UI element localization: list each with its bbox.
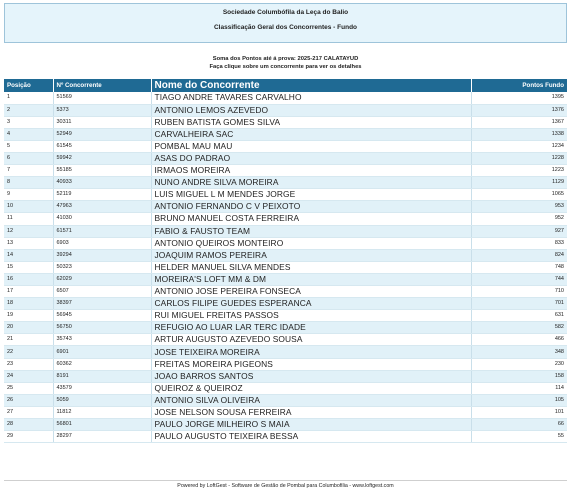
competitor-name-cell: ANTONIO JOSE PEREIRA FONSECA: [151, 286, 471, 298]
competitor-name-cell: NUNO ANDRE SILVA MOREIRA: [151, 177, 471, 189]
position-cell: 27: [4, 406, 53, 418]
competitor-number-cell: 5059: [53, 394, 151, 406]
table-header-row: [4, 79, 567, 92]
table-row[interactable]: [4, 298, 567, 310]
table-row[interactable]: [4, 286, 567, 298]
points-cell: 824: [471, 249, 567, 261]
competitor-number-cell: 61571: [53, 225, 151, 237]
points-cell: 66: [471, 419, 567, 431]
competitor-number-cell: 60362: [53, 358, 151, 370]
points-cell: 466: [471, 334, 567, 346]
points-cell: 1338: [471, 128, 567, 140]
position-cell: 22: [4, 346, 53, 358]
competitor-name-cell: PAULO JORGE MILHEIRO S MAIA: [151, 419, 471, 431]
table-row[interactable]: [4, 177, 567, 189]
competitor-number-cell: 28297: [53, 431, 151, 443]
competitor-number-cell: 61545: [53, 140, 151, 152]
position-cell: 6: [4, 152, 53, 164]
competitor-name-cell: QUEIROZ & QUEIROZ: [151, 382, 471, 394]
position-cell: 3: [4, 116, 53, 128]
competitor-name-cell: POMBAL MAU MAU: [151, 140, 471, 152]
competitor-number-cell: 47963: [53, 201, 151, 213]
position-cell: 21: [4, 334, 53, 346]
position-cell: 14: [4, 249, 53, 261]
table-row[interactable]: [4, 419, 567, 431]
points-cell: 710: [471, 286, 567, 298]
column-header-points[interactable]: Pontos Fundo: [522, 82, 564, 89]
competitor-number-cell: 56801: [53, 419, 151, 431]
points-cell: 1376: [471, 104, 567, 116]
competitor-number-cell: 6507: [53, 286, 151, 298]
competitor-name-cell: JOAQUIM RAMOS PEREIRA: [151, 249, 471, 261]
table-row[interactable]: [4, 334, 567, 346]
ranking-table: [4, 79, 567, 443]
click-hint-text: Faça clique sobre um concorrente para ver os detalhes: [209, 63, 362, 70]
position-cell: 28: [4, 419, 53, 431]
table-row[interactable]: [4, 225, 567, 237]
points-cell: 114: [471, 382, 567, 394]
points-cell: 582: [471, 322, 567, 334]
competitor-number-cell: 41030: [53, 213, 151, 225]
points-cell: 701: [471, 298, 567, 310]
competitor-name-cell: CARLOS FILIPE GUEDES ESPERANCA: [151, 298, 471, 310]
position-cell: 10: [4, 201, 53, 213]
competitor-number-cell: 38397: [53, 298, 151, 310]
table-row[interactable]: [4, 370, 567, 382]
table-row[interactable]: [4, 249, 567, 261]
competitor-name-cell: IRMAOS MOREIRA: [151, 165, 471, 177]
points-cell: 1129: [471, 177, 567, 189]
points-cell: 748: [471, 261, 567, 273]
position-cell: 16: [4, 273, 53, 285]
table-row[interactable]: [4, 237, 567, 249]
competitor-name-cell: RUBEN BATISTA GOMES SILVA: [151, 116, 471, 128]
table-row[interactable]: [4, 213, 567, 225]
competitor-number-cell: 55185: [53, 165, 151, 177]
points-cell: 1223: [471, 165, 567, 177]
club-name: Sociedade Columbófila da Leça do Balio: [222, 9, 349, 16]
competitor-number-cell: 59942: [53, 152, 151, 164]
competitor-name-cell: JOSE NELSON SOUSA FERREIRA: [151, 406, 471, 418]
competitor-name-cell: PAULO AUGUSTO TEIXEIRA BESSA: [151, 431, 471, 443]
footer-divider: [4, 480, 567, 481]
table-row[interactable]: [4, 152, 567, 164]
competitor-number-cell: 62029: [53, 273, 151, 285]
table-row[interactable]: [4, 358, 567, 370]
competitor-number-cell: 6901: [53, 346, 151, 358]
points-cell: 348: [471, 346, 567, 358]
position-cell: 29: [4, 431, 53, 443]
table-row[interactable]: [4, 273, 567, 285]
table-row[interactable]: [4, 165, 567, 177]
competitor-number-cell: 56945: [53, 310, 151, 322]
column-header-name[interactable]: Nome do Concorrente: [151, 79, 471, 92]
ranking-table-wrapper: [4, 79, 567, 443]
points-cell: 158: [471, 370, 567, 382]
position-cell: 15: [4, 261, 53, 273]
competitor-number-cell: 50323: [53, 261, 151, 273]
table-row[interactable]: [4, 431, 567, 443]
table-row[interactable]: [4, 261, 567, 273]
competitor-name-cell: ARTUR AUGUSTO AZEVEDO SOUSA: [151, 334, 471, 346]
competitor-number-cell: 8191: [53, 370, 151, 382]
position-cell: 18: [4, 298, 53, 310]
table-row[interactable]: [4, 310, 567, 322]
competitor-number-cell: 40933: [53, 177, 151, 189]
footer-credit: Powered by LoftGest - Software de Gestão de Pombal para Columbofilia - www.loftgest.com: [177, 483, 394, 489]
table-row[interactable]: [4, 406, 567, 418]
points-cell: 1065: [471, 189, 567, 201]
info-block: [4, 56, 567, 71]
table-row[interactable]: [4, 128, 567, 140]
points-cell: 1228: [471, 152, 567, 164]
competitor-name-cell: TIAGO ANDRE TAVARES CARVALHO: [151, 92, 471, 104]
points-sum-text: Soma dos Pontos até á prova: 2025-217 CALATAYUD: [212, 56, 359, 62]
position-cell: 13: [4, 237, 53, 249]
column-header-position[interactable]: Posição: [4, 79, 53, 92]
points-cell: 833: [471, 237, 567, 249]
table-row[interactable]: [4, 394, 567, 406]
competitor-number-cell: 51569: [53, 92, 151, 104]
position-cell: 26: [4, 394, 53, 406]
competitor-name-cell: ASAS DO PADRAO: [151, 152, 471, 164]
competitor-name-cell: FREITAS MOREIRA PIGEONS: [151, 358, 471, 370]
page-title: Classificação Geral dos Concorrentes - Fundo: [213, 24, 358, 31]
header-panel: [4, 3, 567, 43]
competitor-number-cell: 5373: [53, 104, 151, 116]
competitor-name-cell: MOREIRA'S LOFT MM & DM: [151, 273, 471, 285]
points-cell: 952: [471, 213, 567, 225]
position-cell: 1: [4, 92, 53, 104]
position-cell: 19: [4, 310, 53, 322]
position-cell: 23: [4, 358, 53, 370]
points-cell: 1395: [471, 92, 567, 104]
column-header-number[interactable]: Nº Concorrente: [53, 79, 151, 92]
competitor-name-cell: ANTONIO QUEIROS MONTEIRO: [151, 237, 471, 249]
points-cell: 55: [471, 431, 567, 443]
competitor-name-cell: JOSE TEIXEIRA MOREIRA: [151, 346, 471, 358]
position-cell: 20: [4, 322, 53, 334]
position-cell: 2: [4, 104, 53, 116]
position-cell: 9: [4, 189, 53, 201]
table-row[interactable]: [4, 92, 567, 104]
table-row[interactable]: [4, 382, 567, 394]
competitor-name-cell: ANTONIO LEMOS AZEVEDO: [151, 104, 471, 116]
points-cell: 631: [471, 310, 567, 322]
points-cell: 101: [471, 406, 567, 418]
points-cell: 953: [471, 201, 567, 213]
table-row[interactable]: [4, 140, 567, 152]
competitor-name-cell: CARVALHEIRA SAC: [151, 128, 471, 140]
position-cell: 11: [4, 213, 53, 225]
table-row[interactable]: [4, 201, 567, 213]
position-cell: 5: [4, 140, 53, 152]
competitor-name-cell: REFUGIO AO LUAR LAR TERC IDADE: [151, 322, 471, 334]
table-body: [4, 92, 567, 443]
competitor-number-cell: 30311: [53, 116, 151, 128]
points-cell: 927: [471, 225, 567, 237]
points-cell: 744: [471, 273, 567, 285]
position-cell: 4: [4, 128, 53, 140]
competitor-number-cell: 56750: [53, 322, 151, 334]
competitor-name-cell: RUI MIGUEL FREITAS PASSOS: [151, 310, 471, 322]
position-cell: 7: [4, 165, 53, 177]
position-cell: 17: [4, 286, 53, 298]
competitor-name-cell: ANTONIO SILVA OLIVEIRA: [151, 394, 471, 406]
competitor-name-cell: FABIO & FAUSTO TEAM: [151, 225, 471, 237]
table-row[interactable]: [4, 189, 567, 201]
position-cell: 24: [4, 370, 53, 382]
competitor-number-cell: 52119: [53, 189, 151, 201]
competitor-name-cell: BRUNO MANUEL COSTA FERREIRA: [151, 213, 471, 225]
competitor-name-cell: JOAO BARROS SANTOS: [151, 370, 471, 382]
competitor-number-cell: 6903: [53, 237, 151, 249]
points-cell: 105: [471, 394, 567, 406]
points-cell: 1234: [471, 140, 567, 152]
competitor-number-cell: 35743: [53, 334, 151, 346]
position-cell: 12: [4, 225, 53, 237]
points-cell: 1367: [471, 116, 567, 128]
position-cell: 8: [4, 177, 53, 189]
competitor-name-cell: HELDER MANUEL SILVA MENDES: [151, 261, 471, 273]
competitor-name-cell: LUIS MIGUEL L M MENDES JORGE: [151, 189, 471, 201]
table-row[interactable]: [4, 104, 567, 116]
position-cell: 25: [4, 382, 53, 394]
points-cell: 230: [471, 358, 567, 370]
competitor-number-cell: 11812: [53, 406, 151, 418]
table-row[interactable]: [4, 116, 567, 128]
competitor-number-cell: 43579: [53, 382, 151, 394]
competitor-number-cell: 52949: [53, 128, 151, 140]
table-row[interactable]: [4, 346, 567, 358]
table-row[interactable]: [4, 322, 567, 334]
competitor-number-cell: 39294: [53, 249, 151, 261]
competitor-name-cell: ANTONIO FERNANDO C V PEIXOTO: [151, 201, 471, 213]
